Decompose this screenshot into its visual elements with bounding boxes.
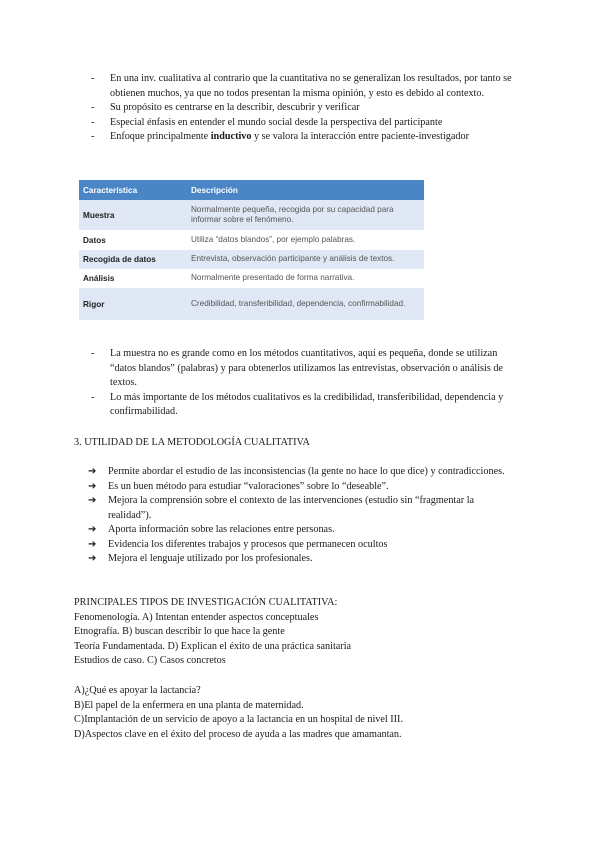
table-row: Muestra Normalmente pequeña, recogida por su capacidad para informar sobre el fenómeno.	[79, 200, 424, 230]
list-item: - Enfoque principalmente inductivo y se valora la interacción entre paciente-investigador	[91, 131, 469, 142]
table-row: Rigor Credibilidad, transferibilidad, dependencia, confirmabilidad.	[79, 288, 424, 320]
section-heading: 3. UTILIDAD DE LA METODOLOGÍA CUALITATIVA	[74, 437, 310, 448]
summary-list	[91, 347, 521, 420]
arrow-icon: ➔	[88, 524, 97, 535]
question-line: C)Implantación de un servicio de apoyo a la lactancia en un hospital de nivel III.	[74, 714, 403, 725]
question-line: A)¿Qué es apoyar la lactancia?	[74, 685, 201, 696]
list-item: - Su propósito es centrarse en la describir, descubrir y verificar	[91, 102, 360, 113]
questions-block	[74, 684, 534, 742]
table-header: Descripción	[187, 180, 424, 200]
list-item: ➔ Evidencia los diferentes trabajos y procesos que permanecen ocultos	[88, 538, 518, 553]
characteristics-list	[91, 72, 521, 145]
research-type-line: Estudios de caso. C) Casos concretos	[74, 655, 226, 666]
table-row: Recogida de datos Entrevista, observación participante y análisis de textos.	[79, 250, 424, 269]
arrow-icon: ➔	[88, 466, 97, 477]
arrow-icon: ➔	[88, 553, 97, 564]
list-item: ➔ Es un buen método para estudiar “valoraciones” sobre lo “deseable”.	[88, 480, 518, 495]
arrow-icon: ➔	[88, 495, 97, 506]
research-type-line: Teoría Fundamentada. D) Explican el éxito de una práctica sanitaria	[74, 640, 352, 652]
research-type-line: Etnografía. B) buscan describir lo que hace la gente	[74, 626, 285, 637]
list-item: ➔ Mejora el lenguaje utilizado por los profesionales.	[88, 552, 518, 567]
table-row: Datos Utiliza “datos blandos”, por ejemplo palabras.	[79, 230, 424, 250]
utility-list	[88, 465, 518, 567]
table-row: Análisis Normalmente presentado de forma narrativa.	[79, 269, 424, 288]
list-item: ➔ Permite abordar el estudio de las inconsistencias (la gente no hace lo que dice) y contradicciones.	[88, 465, 518, 480]
list-item: ➔ Aporta información sobre las relaciones entre personas.	[88, 523, 518, 538]
characteristics-table	[79, 180, 424, 320]
list-item: - En una inv. cualitativa al contrario que la cuantitativa no se generalizan los resultados, por tanto se obtienen muchos, ya que no todos presentan la misma opinión, y esto es debido al contexto.	[91, 73, 512, 99]
question-line: B)El papel de la enfermera en una planta de maternidad.	[74, 699, 304, 711]
research-types-heading: PRINCIPALES TIPOS DE INVESTIGACIÓN CUALITATIVA:	[74, 597, 338, 608]
list-item: - Lo más importante de los métodos cualitativos es la credibilidad, transferibilidad, dependencia y confirmabilidad.	[91, 391, 504, 417]
research-types-block	[74, 596, 534, 669]
table-header: Característica	[79, 180, 187, 200]
arrow-icon: ➔	[88, 538, 97, 550]
question-line: D)Aspectos clave en el éxito del proceso de ayuda a las madres que amamantan.	[74, 728, 402, 740]
arrow-icon: ➔	[88, 480, 97, 492]
list-item: - Especial énfasis en entender el mundo social desde la perspectiva del participante	[91, 116, 443, 128]
list-item: - La muestra no es grande como en los métodos cuantitativos, aquí es pequeña, donde se utilizan “datos blandos” (palabras) y para obtenerlos utilizamos las entrevistas, observación o análisis de textos.	[91, 348, 503, 388]
research-type-line: Fenomenología. A) Intentan entender aspectos conceptuales	[74, 611, 319, 623]
bold-term: inductivo	[210, 131, 252, 142]
list-item: ➔ Mejora la comprensión sobre el contexto de las intervenciones (estudio sin “fragmentar la realidad”).	[88, 495, 475, 521]
